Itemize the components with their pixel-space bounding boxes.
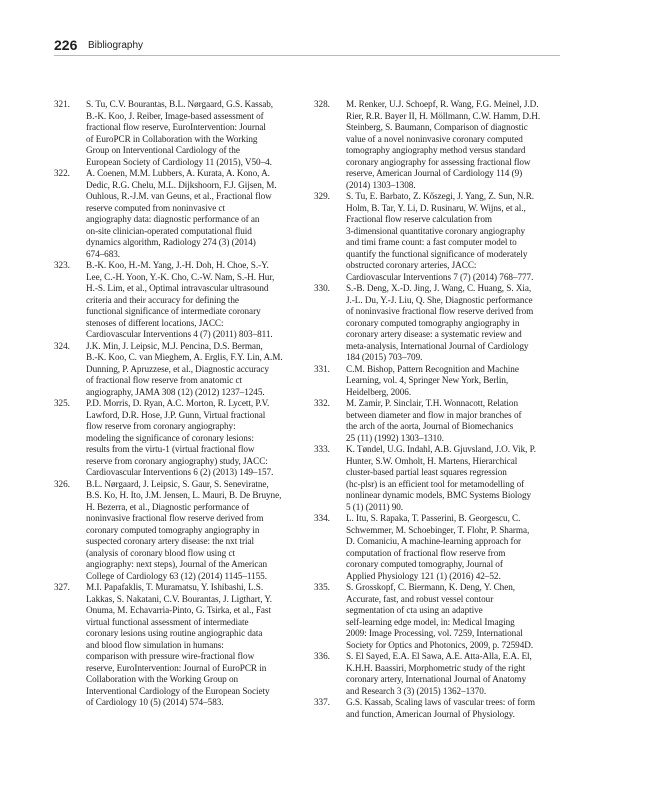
entry-text-line: cluster-based partial least squares regression: [346, 467, 507, 477]
entry-text-line: angiography: next steps), Journal of the American: [86, 559, 267, 569]
bibliography-entry: [314, 513, 560, 582]
running-header: [54, 37, 560, 56]
entry-text-line: Onuma, M. Echavarria-Pinto, G. Tsirka, et al., Fast: [86, 605, 271, 615]
entry-text-line: 2009: Image Processing, vol. 7259, International: [346, 628, 523, 638]
entry-text-line: Learning, vol. 4, Springer New York, Berlin,: [346, 375, 509, 385]
entry-text-line: and timi frame count: a fast computer model to: [346, 237, 517, 247]
bibliography-entry: [314, 364, 560, 399]
entry-text-line: B.-K. Koo, C. van Mieghem, A. Erglis, F.Y. Lin, A.M.: [86, 352, 283, 362]
entry-text-line: 3-dimensional quantitative coronary angiography: [346, 225, 526, 236]
entry-text-line: Cardiovascular Interventions 7 (7) (2014) 768–777.: [346, 271, 534, 282]
entry-text-line: Ouhlous, R.-J.M. van Geuns, et al., Fractional flow: [86, 191, 272, 201]
entry-text-line: coronary computed tomography angiography in: [86, 524, 260, 535]
entry-text-line: C.M. Bishop, Pattern Recognition and Machine: [346, 363, 519, 374]
entry-text-line: segmentation of cta using an adaptive: [346, 605, 483, 615]
entry-number: 330.: [314, 283, 330, 293]
entry-text-line: of EuroPCR in Collaboration with the Working: [86, 133, 258, 144]
entry-text-line: angiography data: diagnostic performance of an: [86, 214, 260, 224]
bibliography-column-right: [314, 99, 560, 720]
entry-number: 334.: [314, 513, 330, 523]
entry-text-line: A. Coenen, M.M. Lubbers, A. Kurata, A. Kono, A.: [86, 168, 270, 178]
bibliography-entry: [314, 191, 560, 283]
entry-text-line: value of a novel noninvasive coronary computed: [346, 133, 523, 144]
entry-text-line: S. Tu, E. Barbato, Z. Kőszegi, J. Yang, Z. Sun, N.R.: [346, 191, 535, 201]
entry-number: 323.: [54, 260, 70, 270]
entry-text-line: 184 (2015) 703–709.: [346, 352, 423, 362]
entry-text-line: virtual functional assessment of intermediate: [86, 616, 249, 627]
entry-number: 335.: [314, 582, 330, 592]
entry-text-line: criteria and their accuracy for defining the: [86, 294, 239, 305]
entry-text-line: B.S. Ko, H. Ito, J.M. Jensen, L. Mauri, B. De Bruyne,: [86, 490, 282, 500]
entry-text-line: flow reserve from coronary angiography:: [86, 421, 236, 431]
entry-text-line: tomography angiography method versus standard: [346, 145, 526, 155]
entry-text-line: nonlinear dynamic models, BMC Systems Biology: [346, 490, 532, 500]
bibliography-entry: [314, 398, 560, 444]
entry-text-line: M. Zamir, P. Sinclair, T.H. Wonnacott, Relation: [346, 398, 518, 408]
entry-text-line: European Society of Cardiology 11 (2015), V50–4.: [86, 156, 272, 167]
entry-text-line: functional significance of intermediate coronary: [86, 306, 261, 316]
entry-text-line: Steinberg, S. Baumann, Comparison of diagnostic: [346, 122, 528, 132]
page-number: 226: [54, 37, 78, 53]
entry-text-line: L. Itu, S. Rapaka, T. Passerini, B. Georgescu, C.: [346, 513, 521, 523]
entry-text-line: fractional flow reserve, EuroIntervention: Journal: [86, 122, 266, 132]
entry-number: 331.: [314, 363, 330, 374]
entry-text-line: G.S. Kassab, Scaling laws of vascular trees: of form: [346, 697, 536, 707]
entry-text-line: J.-L. Du, Y.-J. Liu, Q. She, Diagnostic performance: [346, 294, 533, 305]
bibliography-entry: [314, 651, 560, 697]
entry-text-line: Dedic, R.G. Chelu, M.L. Dijkshoorn, F.J. Gijsen, M.: [86, 179, 277, 190]
entry-text-line: Fractional flow reserve calculation from: [346, 214, 492, 224]
entry-text-line: and function, American Journal of Physiology.: [346, 708, 515, 719]
bibliography-entry: [314, 99, 560, 191]
bibliography-entry: [54, 582, 300, 709]
entry-text-line: Applied Physiology 121 (1) (2016) 42–52.: [346, 570, 501, 581]
entry-text-line: angiography, JAMA 308 (12) (2012) 1237–1245.: [86, 386, 265, 397]
bibliography-entry: [54, 260, 300, 341]
entry-text-line: Holm, B. Tar, Y. Li, D. Rusinaru, W. Wijns, et al.,: [346, 202, 526, 213]
entry-text-line: Dunning, P. Apruzzese, et al., Diagnostic accuracy: [86, 363, 269, 374]
entry-text-line: and blood flow simulation in humans:: [86, 639, 224, 650]
entry-text-line: noninvasive fractional flow reserve derived from: [86, 513, 264, 523]
entry-number: 321.: [54, 99, 70, 109]
entry-text-line: the arch of the aorta, Journal of Biomechanics: [346, 421, 514, 431]
entry-text-line: M.I. Papafaklis, T. Muramatsu, Y. Ishibashi, L.S.: [86, 582, 264, 592]
bibliography-entry: [54, 479, 300, 583]
entry-text-line: Rier, R.R. Bayer II, H. Möllmann, C.W. Hamm, D.H.: [346, 110, 541, 121]
entry-text-line: coronary angiography for assessing fractional flow: [346, 156, 531, 167]
bibliography-column-left: [54, 99, 300, 709]
entry-text-line: Lakkas, S. Nakatani, C.V. Bourantas, J. Ligthart, Y.: [86, 593, 273, 604]
entry-text-line: coronary computed tomography angiography in: [346, 317, 520, 328]
entry-text-line: Cardiovascular Interventions 6 (2) (2013) 149–157.: [86, 467, 274, 477]
entry-text-line: reserve from coronary angiography) study, JACC:: [86, 455, 268, 466]
entry-text-line: reserve, EuroIntervention: Journal of EuroPCR in: [86, 662, 267, 673]
entry-text-line: suspected coronary artery disease: the nxt trial: [86, 536, 255, 546]
bibliography-entry: [54, 99, 300, 168]
bibliography-entry: [54, 168, 300, 260]
entry-number: 322.: [54, 168, 70, 178]
entry-text-line: 25 (11) (1992) 1303–1310.: [346, 432, 444, 443]
entry-text-line: on-site clinician-operated computational fluid: [86, 225, 252, 236]
entry-text-line: K. Tøndel, U.G. Indahl, A.B. Gjuvsland, J.O. Vik, P.: [346, 444, 536, 454]
entry-text-line: M. Renker, U.J. Schoepf, R. Wang, F.G. Meinel, J.D.: [346, 99, 539, 109]
bibliography-entry: [314, 283, 560, 364]
entry-text-line: Lee, C.-H. Yoon, Y.-K. Cho, C.-W. Nam, S.-H. Hur,: [86, 271, 275, 282]
entry-text-line: results from the virtu-1 (virtual fractional flow: [86, 444, 255, 454]
entry-text-line: and Research 3 (3) (2015) 1362–1370.: [346, 685, 487, 696]
running-title: Bibliography: [88, 40, 144, 51]
entry-text-line: dynamics algorithm, Radiology 274 (3) (2014): [86, 237, 256, 247]
entry-text-line: (hc-plsr) is an efficient tool for metamodelling of: [346, 478, 525, 489]
entry-text-line: S.-B. Deng, X.-D. Jing, J. Wang, C. Huang, S. Xia,: [346, 283, 532, 293]
entry-number: 329.: [314, 191, 330, 201]
entry-number: 328.: [314, 99, 330, 109]
entry-text-line: coronary artery disease: a systematic review and: [346, 329, 522, 339]
entry-text-line: (analysis of coronary blood flow using ct: [86, 547, 236, 558]
entry-text-line: reserve computed from noninvasive ct: [86, 202, 226, 213]
bibliography-entry: [54, 398, 300, 479]
bibliography-entry: [314, 582, 560, 651]
entry-number: 337.: [314, 697, 330, 707]
entry-text-line: coronary lesions using routine angiographic data: [86, 628, 263, 638]
entry-text-line: of Cardiology 10 (5) (2014) 574–583.: [86, 697, 224, 707]
entry-text-line: comparison with pressure wire-fractional flow: [86, 651, 255, 661]
entry-text-line: 5 (1) (2011) 90.: [346, 501, 404, 512]
entry-text-line: modeling the significance of coronary lesions:: [86, 432, 254, 443]
entry-text-line: College of Cardiology 63 (12) (2014) 1145–1155.: [86, 570, 267, 581]
entry-text-line: Cardiovascular Interventions 4 (7) (2011) 803–811.: [86, 329, 273, 339]
entry-number: 333.: [314, 444, 330, 454]
entry-text-line: between diameter and flow in major branches of: [346, 409, 522, 420]
entry-text-line: Interventional Cardiology of the European Society: [86, 685, 270, 696]
entry-text-line: S. Tu, C.V. Bourantas, B.L. Nørgaard, G.S. Kassab,: [86, 99, 274, 109]
entry-text-line: S. Grosskopf, C. Biermann, K. Deng, Y. Chen,: [346, 582, 516, 592]
entry-text-line: Society for Optics and Photonics, 2009, p. 72594D.: [346, 639, 534, 650]
entry-text-line: obstructed coronary arteries, JACC:: [346, 260, 477, 270]
entry-text-line: J.K. Min, J. Leipsic, M.J. Pencina, D.S. Berman,: [86, 340, 263, 351]
bibliography-entry: [314, 444, 560, 513]
entry-text-line: D. Comaniciu, A machine-learning approach for: [346, 536, 522, 546]
entry-text-line: Accurate, fast, and robust vessel contour: [346, 593, 494, 604]
entry-text-line: of fractional flow reserve from anatomic ct: [86, 375, 243, 385]
entry-text-line: Group on Interventional Cardiology of the: [86, 145, 240, 155]
entry-number: 327.: [54, 582, 70, 592]
entry-text-line: Hunter, S.W. Omholt, H. Martens, Hierarchical: [346, 455, 518, 466]
entry-text-line: B.L. Nørgaard, J. Leipsic, S. Gaur, S. Seneviratne,: [86, 478, 269, 489]
bibliography-entry: [314, 697, 560, 720]
bibliography-entry: [54, 341, 300, 399]
entry-text-line: Lawford, D.R. Hose, J.P. Gunn, Virtual fractional: [86, 409, 266, 420]
entry-text-line: H. Bezerra, et al., Diagnostic performance of: [86, 501, 250, 512]
entry-text-line: Collaboration with the Working Group on: [86, 674, 239, 684]
entry-number: 336.: [314, 651, 330, 661]
entry-text-line: quantify the functional significance of moderately: [346, 248, 528, 259]
entry-text-line: coronary computed tomography, Journal of: [346, 559, 503, 569]
entry-text-line: computation of fractional flow reserve from: [346, 547, 506, 558]
entry-text-line: Heidelberg, 2006.: [346, 386, 412, 397]
entry-text-line: stenoses of different locations, JACC:: [86, 317, 224, 328]
entry-text-line: H.-S. Lim, et al., Optimal intravascular ultrasound: [86, 283, 269, 293]
entry-number: 332.: [314, 398, 330, 408]
entry-text-line: 674–683.: [86, 248, 121, 259]
entry-text-line: coronary artery, International Journal of Anatomy: [346, 674, 527, 684]
entry-text-line: B.-K. Koo, H.-M. Yang, J.-H. Doh, H. Choe, S.-Y.: [86, 260, 269, 270]
entry-text-line: S. El Sayed, E.A. El Sawa, A.E. Atta-Alla, E.A. El,: [346, 651, 532, 661]
entry-text-line: K.H.H. Baassiri, Morphometric study of the right: [346, 662, 526, 673]
entry-text-line: meta-analysis, International Journal of Cardiology: [346, 340, 529, 351]
entry-text-line: B.-K. Koo, J. Reiber, Image-based assessment of: [86, 110, 264, 121]
entry-text-line: (2014) 1303–1308.: [346, 179, 416, 190]
entry-text-line: P.D. Morris, D. Ryan, A.C. Morton, R. Lycett, P.V.: [86, 398, 270, 408]
entry-text-line: reserve, American Journal of Cardiology 114 (9): [346, 168, 523, 178]
entry-number: 326.: [54, 478, 70, 489]
entry-number: 325.: [54, 398, 70, 408]
entry-text-line: self-learning edge model, in: Medical Imaging: [346, 616, 515, 627]
entry-number: 324.: [54, 340, 70, 351]
entry-text-line: Schwemmer, M. Schoebinger, T. Flohr, P. Sharma,: [346, 524, 530, 535]
entry-text-line: of noninvasive fractional flow reserve derived from: [346, 306, 534, 316]
